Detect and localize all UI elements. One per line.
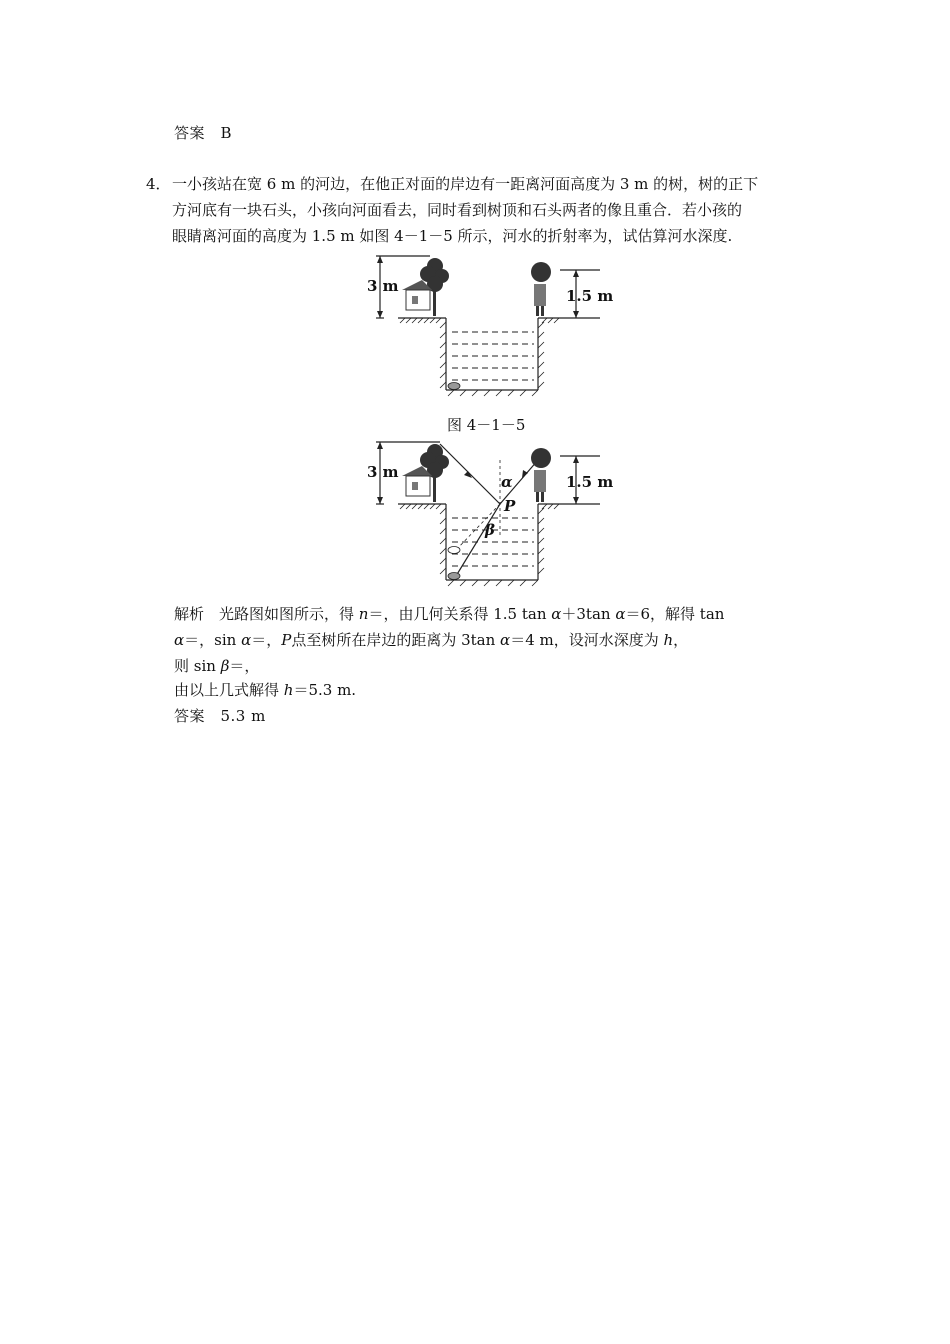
fig2-p-label: P [504, 497, 516, 515]
solution-text: ＋3tan [561, 605, 616, 623]
solution-line-4 [174, 680, 356, 700]
fig1-height-tree-label: 3 m [367, 277, 399, 295]
final-answer: 答案 5.3 m [174, 707, 266, 725]
var-alpha: α [500, 631, 511, 649]
solution-line-3 [174, 656, 259, 676]
var-p: P [281, 631, 292, 649]
solution-text: ＝， [251, 631, 282, 649]
fig2-beta-label: β [485, 521, 495, 539]
solution-text: 由以上几式解得 [174, 681, 284, 699]
var-beta: β [220, 657, 230, 675]
solution-text: ＝5.3 m. [293, 681, 357, 699]
river-figure-2 [360, 438, 610, 590]
var-h: h [283, 681, 294, 699]
fig2-height-tree-label: 3 m [367, 463, 399, 481]
solution-text: ＝， [229, 657, 260, 675]
question-line-2: 方河底有一块石头，小孩向河面看去，同时看到树顶和石头两者的像且重合．若小孩的 [172, 201, 743, 219]
var-alpha: α [615, 605, 626, 623]
figure-caption: 图 4－1－5 [447, 416, 526, 434]
question-line-1: 一小孩站在宽 6 m 的河边，在他正对面的岸边有一距离河面高度为 3 m 的树，树的正下 [172, 175, 759, 193]
var-alpha: α [174, 631, 185, 649]
var-h: h [663, 631, 674, 649]
var-alpha: α [241, 631, 252, 649]
fig2-height-child-label: 1.5 m [566, 473, 614, 491]
question-number: 4． [146, 175, 171, 193]
solution-line-2 [174, 630, 688, 650]
solution-text: 解析 光路图如图所示，得 [174, 605, 359, 623]
solution-text: ＝4 m，设河水深度为 [510, 631, 664, 649]
river-figure-1 [360, 250, 610, 400]
solution-text: ， [673, 631, 689, 649]
question-line-3: 眼睛离河面的高度为 1.5 m 如图 4－1－5 所示，河水的折射率为，试估算河水深度. [172, 227, 733, 245]
var-alpha: α [551, 605, 562, 623]
solution-text: ＝，sin [184, 631, 242, 649]
solution-text: ＝6，解得 tan [625, 605, 725, 623]
solution-text: 点至树所在岸边的距离为 3tan [291, 631, 501, 649]
var-n: n [358, 605, 369, 623]
solution-text: ＝，由几何关系得 1.5 tan [368, 605, 552, 623]
solution-text: 则 sin [174, 657, 221, 675]
fig1-height-child-label: 1.5 m [566, 287, 614, 305]
previous-answer: 答案 B [174, 124, 233, 142]
solution-line-1 [174, 604, 724, 624]
fig2-alpha-label: α [501, 473, 513, 491]
